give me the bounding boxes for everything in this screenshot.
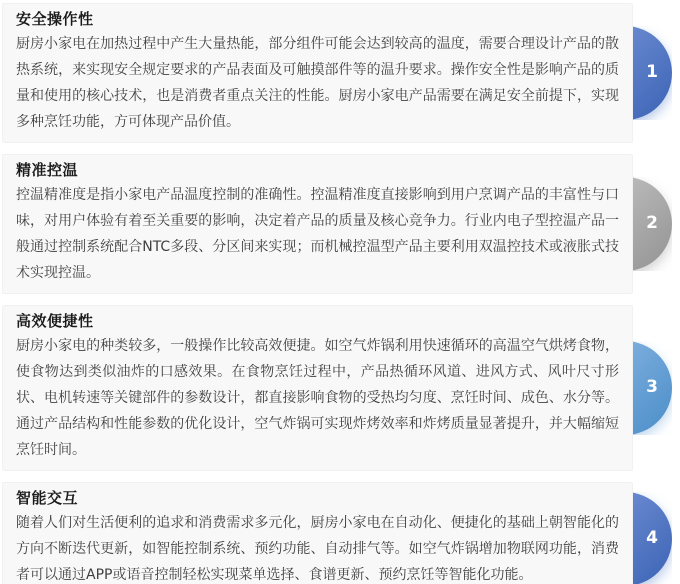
section-title: 智能交互 xyxy=(16,489,79,507)
section-body: 控温精准度是指小家电产品温度控制的准确性。控温精准度直接影响到用户烹调产品的丰富性与口味，对用户体验有着至关重要的影响，决定着产品的质量及核心竞争力。行业内电子型控温产品一般通过控制系统配合NTC多段、分区间来实现；而机械控温型产品主要利用双温控技术或液胀式技术实现控温。 xyxy=(16,187,619,281)
section-smart-interaction xyxy=(2,482,680,584)
section-number: 3 xyxy=(646,377,658,398)
section-number-marker xyxy=(632,492,672,584)
section-efficiency xyxy=(2,305,680,471)
section-body: 厨房小家电在加热过程中产生大量热能，部分组件可能会达到较高的温度，需要合理设计产品的散热系统，来实现安全规定要求的产品表面及可触摸部件等的温升要求。操作安全性是影响产品的质量和使用的核心技术，也是消费者重点关注的性能。厨房小家电产品需要在满足安全前提下，实现多种烹饪功能，方可体现产品价值。 xyxy=(16,36,619,130)
section-number: 2 xyxy=(646,213,658,234)
section-temperature-control xyxy=(2,154,680,294)
section-number: 4 xyxy=(646,528,658,549)
section-body: 厨房小家电的种类较多，一般操作比较高效便捷。如空气炸锅利用快速循环的高温空气烘烤食物，使食物达到类似油炸的口感效果。在食物烹饪过程中，产品热循环风道、进风方式、风叶尺寸形状、电机转速等关键部件的参数设计，都直接影响食物的受热均匀度、烹饪时间、成色、水分等。通过产品结构和性能参数的优化设计，空气炸锅可实现炸烤效率和炸烤质量显著提升，并大幅缩短烹饪时间。 xyxy=(16,338,619,458)
section-card xyxy=(2,305,633,471)
section-title: 精准控温 xyxy=(16,161,79,179)
section-number-marker xyxy=(632,26,672,120)
section-number-marker xyxy=(632,341,672,435)
section-title: 高效便捷性 xyxy=(16,312,94,330)
section-number-marker xyxy=(632,177,672,271)
section-safety xyxy=(2,3,680,143)
section-number: 1 xyxy=(646,62,658,83)
section-card xyxy=(2,482,633,584)
section-body: 随着人们对生活便利的追求和消费需求多元化，厨房小家电在自动化、便捷化的基础上朝智能化的方向不断迭代更新，如智能控制系统、预约功能、自动排气等。如空气炸锅增加物联网功能，消费者可以通过APP或语音控制轻松实现菜单选择、食谱更新、预约烹饪等智能化功能。 xyxy=(16,515,619,583)
section-card xyxy=(2,3,633,143)
section-title: 安全操作性 xyxy=(16,10,94,28)
section-card xyxy=(2,154,633,294)
